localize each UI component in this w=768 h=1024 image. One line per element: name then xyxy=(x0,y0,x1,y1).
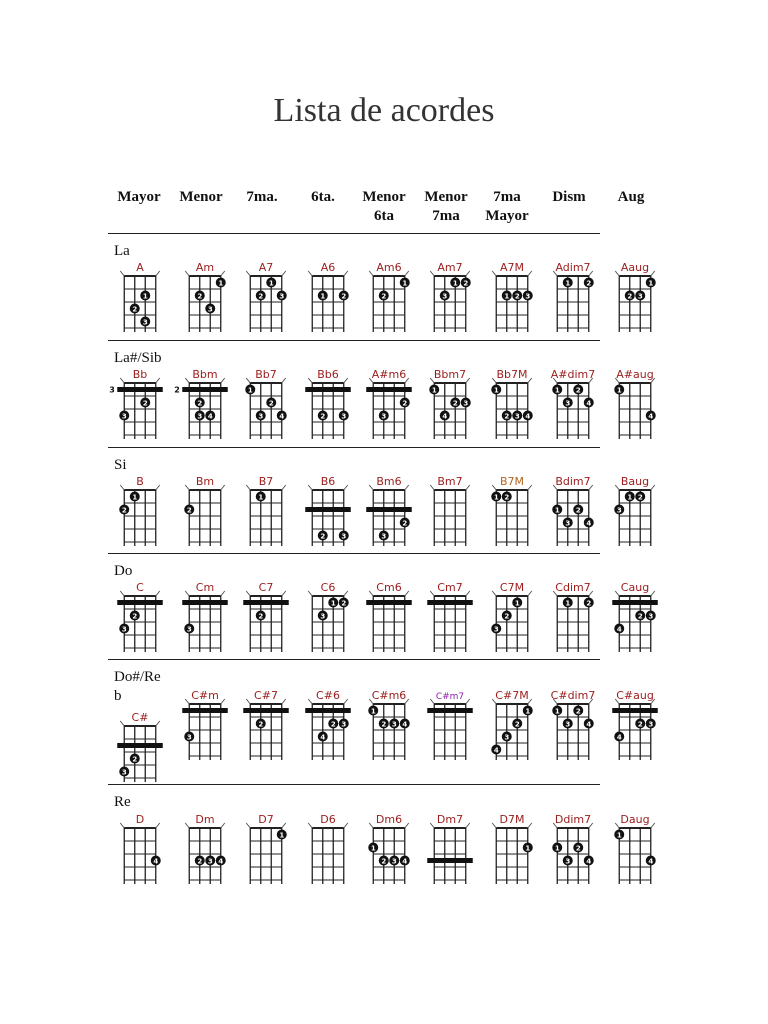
nut-flair xyxy=(156,485,160,490)
nut-flair xyxy=(528,823,532,828)
nut-flair xyxy=(651,823,655,828)
finger-number: 2 xyxy=(197,292,203,301)
finger-number: 1 xyxy=(279,831,285,840)
finger-number: 2 xyxy=(258,292,264,301)
nut-flair xyxy=(282,823,286,828)
barre xyxy=(427,858,473,863)
nut-flair xyxy=(120,721,124,726)
finger-number: 2 xyxy=(402,519,408,528)
finger-number: 3 xyxy=(637,292,643,301)
finger-number: 3 xyxy=(442,292,448,301)
chord-name: Am7 xyxy=(437,261,463,274)
nut-flair xyxy=(282,485,286,490)
chord-name: C xyxy=(136,581,144,594)
nut-flair xyxy=(651,485,655,490)
nut-flair xyxy=(405,591,409,596)
chord-name: D6 xyxy=(320,813,336,826)
chord-name: Adim7 xyxy=(555,261,591,274)
finger-number: 3 xyxy=(504,733,510,742)
nut-flair xyxy=(430,823,434,828)
chord-name: A7M xyxy=(499,261,525,274)
nut-flair xyxy=(246,378,250,383)
chord-name: Bbm xyxy=(192,368,218,381)
finger-number: 3 xyxy=(142,318,148,327)
finger-number: 4 xyxy=(586,857,592,866)
nut-flair xyxy=(156,823,160,828)
nut-flair xyxy=(221,271,225,276)
finger-number: 3 xyxy=(341,532,347,541)
nut-flair xyxy=(528,271,532,276)
column-header-dism: Dism xyxy=(552,189,586,205)
nut-flair xyxy=(405,271,409,276)
finger-number: 4 xyxy=(586,399,592,408)
column-header-6ta: 6ta. xyxy=(311,189,335,205)
finger-number: 2 xyxy=(186,506,192,515)
chord-name: Am xyxy=(195,261,215,274)
finger-number: 3 xyxy=(525,292,531,301)
chord-name: Aaug xyxy=(620,261,650,274)
finger-number: 2 xyxy=(258,612,264,621)
chord-name: C#m xyxy=(191,689,219,702)
chord-name: C7M xyxy=(499,581,525,594)
finger-number: 3 xyxy=(391,720,397,729)
nut-flair xyxy=(528,378,532,383)
chord-name: D xyxy=(135,813,145,826)
chord-name: D7M xyxy=(499,813,525,826)
page-title: Lista de acordes xyxy=(273,92,495,129)
finger-number: 2 xyxy=(452,399,458,408)
finger-number: 2 xyxy=(132,755,138,764)
nut-flair xyxy=(615,591,619,596)
finger-number: 3 xyxy=(381,532,387,541)
chord-name: Bb6 xyxy=(317,368,339,381)
nut-flair xyxy=(185,823,189,828)
nut-flair xyxy=(466,823,470,828)
barre xyxy=(117,600,163,605)
nut-flair xyxy=(430,485,434,490)
barre xyxy=(427,600,473,605)
finger-number: 2 xyxy=(320,532,326,541)
barre xyxy=(182,600,228,605)
finger-number: 4 xyxy=(279,412,285,421)
nut-flair xyxy=(282,378,286,383)
finger-number: 3 xyxy=(565,519,571,528)
finger-number: 3 xyxy=(121,625,127,634)
finger-number: 3 xyxy=(391,857,397,866)
finger-number: 2 xyxy=(381,292,387,301)
finger-number: 3 xyxy=(320,612,326,621)
finger-number: 3 xyxy=(463,399,469,408)
barre xyxy=(305,708,351,713)
finger-number: 3 xyxy=(186,733,192,742)
finger-number: 1 xyxy=(268,279,274,288)
barre xyxy=(305,387,351,392)
finger-number: 3 xyxy=(121,768,127,777)
finger-number: 1 xyxy=(218,279,224,288)
nut-flair xyxy=(430,591,434,596)
chord-name: C#m7 xyxy=(435,692,465,702)
nut-flair xyxy=(156,271,160,276)
finger-number: 1 xyxy=(616,831,622,840)
finger-number: 1 xyxy=(525,707,531,716)
chord-name: Dm7 xyxy=(436,813,464,826)
finger-number: 2 xyxy=(268,399,274,408)
finger-number: 3 xyxy=(648,612,654,621)
nut-flair xyxy=(405,485,409,490)
chord-name: Cm6 xyxy=(376,581,402,594)
finger-number: 3 xyxy=(341,412,347,421)
finger-number: 2 xyxy=(258,720,264,729)
nut-flair xyxy=(120,823,124,828)
nut-flair xyxy=(492,271,496,276)
finger-number: 3 xyxy=(341,720,347,729)
nut-flair xyxy=(156,721,160,726)
finger-number: 4 xyxy=(218,857,224,866)
finger-number: 3 xyxy=(207,305,213,314)
chord-name: C6 xyxy=(320,581,336,594)
chord-name: C# xyxy=(131,711,149,724)
finger-number: 4 xyxy=(402,720,408,729)
finger-number: 2 xyxy=(586,599,592,608)
chord-name: D7 xyxy=(258,813,274,826)
finger-number: 2 xyxy=(575,707,581,716)
chord-name: Bm6 xyxy=(376,475,402,488)
nut-flair xyxy=(246,485,250,490)
nut-flair xyxy=(405,823,409,828)
nut-flair xyxy=(466,485,470,490)
finger-number: 4 xyxy=(616,733,622,742)
finger-number: 2 xyxy=(132,612,138,621)
finger-number: 2 xyxy=(637,612,643,621)
chord-name: B6 xyxy=(320,475,336,488)
finger-number: 2 xyxy=(197,857,203,866)
nut-flair xyxy=(120,485,124,490)
nut-flair xyxy=(651,591,655,596)
nut-flair xyxy=(282,271,286,276)
column-header-7ma: 7ma. xyxy=(246,189,278,205)
nut-flair xyxy=(344,823,348,828)
row-label-do-sharp-reb: Do#/Re b xyxy=(114,669,161,704)
nut-flair xyxy=(492,591,496,596)
chord-name: Caug xyxy=(620,581,650,594)
finger-number: 2 xyxy=(320,412,326,421)
nut-flair xyxy=(221,378,225,383)
finger-number: 2 xyxy=(575,844,581,853)
nut-flair xyxy=(282,591,286,596)
barre xyxy=(366,507,412,512)
finger-number: 2 xyxy=(381,857,387,866)
chord-name: Dm xyxy=(195,813,215,826)
nut-flair xyxy=(466,699,470,704)
nut-flair xyxy=(466,591,470,596)
finger-number: 4 xyxy=(402,857,408,866)
nut-flair xyxy=(615,271,619,276)
nut-flair xyxy=(615,823,619,828)
nut-flair xyxy=(528,591,532,596)
chord-name: Bbm7 xyxy=(433,368,467,381)
finger-number: 2 xyxy=(586,279,592,288)
finger-number: 3 xyxy=(381,412,387,421)
finger-number: 3 xyxy=(258,412,264,421)
nut-flair xyxy=(221,591,225,596)
finger-number: 1 xyxy=(258,493,264,502)
finger-number: 4 xyxy=(648,857,654,866)
chord-name: Bdim7 xyxy=(555,475,591,488)
nut-flair xyxy=(308,378,312,383)
fret-number: 3 xyxy=(109,385,115,395)
finger-number: 2 xyxy=(330,720,336,729)
finger-number: 1 xyxy=(554,386,560,395)
finger-number: 4 xyxy=(525,412,531,421)
barre xyxy=(305,507,351,512)
chord-name: A xyxy=(136,261,144,274)
nut-flair xyxy=(246,823,250,828)
nut-flair xyxy=(308,485,312,490)
column-header-7ma-mayor: 7ma Mayor xyxy=(485,189,529,224)
column-header-menor: Menor xyxy=(179,189,223,205)
finger-number: 2 xyxy=(504,612,510,621)
nut-flair xyxy=(651,271,655,276)
chord-name: Baug xyxy=(620,475,650,488)
finger-number: 4 xyxy=(153,857,159,866)
nut-flair xyxy=(344,485,348,490)
nut-flair xyxy=(156,591,160,596)
finger-number: 1 xyxy=(554,506,560,515)
nut-flair xyxy=(185,699,189,704)
chord-name: Bb7 xyxy=(255,368,277,381)
chord-name: Dm6 xyxy=(375,813,403,826)
finger-number: 3 xyxy=(207,857,213,866)
nut-flair xyxy=(615,485,619,490)
nut-flair xyxy=(466,271,470,276)
finger-number: 1 xyxy=(504,292,510,301)
finger-number: 1 xyxy=(370,844,376,853)
barre xyxy=(117,387,163,392)
nut-flair xyxy=(430,699,434,704)
finger-number: 1 xyxy=(554,844,560,853)
nut-flair xyxy=(344,271,348,276)
finger-number: 2 xyxy=(504,412,510,421)
nut-flair xyxy=(156,378,160,383)
nut-flair xyxy=(185,485,189,490)
chord-name: Am6 xyxy=(376,261,402,274)
finger-number: 1 xyxy=(402,279,408,288)
nut-flair xyxy=(120,378,124,383)
chord-name: C#7 xyxy=(254,689,278,702)
chord-name: C#m6 xyxy=(371,689,407,702)
nut-flair xyxy=(308,591,312,596)
nut-flair xyxy=(492,823,496,828)
nut-flair xyxy=(369,823,373,828)
finger-number: 1 xyxy=(616,386,622,395)
finger-number: 2 xyxy=(637,720,643,729)
nut-flair xyxy=(344,699,348,704)
finger-number: 1 xyxy=(142,292,148,301)
chord-name: A7 xyxy=(258,261,274,274)
finger-number: 2 xyxy=(132,305,138,314)
finger-number: 1 xyxy=(320,292,326,301)
chord-name: Ddim7 xyxy=(554,813,592,826)
finger-number: 1 xyxy=(431,386,437,395)
finger-number: 4 xyxy=(320,733,326,742)
finger-number: 3 xyxy=(514,412,520,421)
nut-flair xyxy=(344,378,348,383)
nut-flair xyxy=(492,485,496,490)
finger-number: 3 xyxy=(121,412,127,421)
nut-flair xyxy=(282,699,286,704)
chord-name: Cdim7 xyxy=(555,581,591,594)
nut-flair xyxy=(466,378,470,383)
finger-number: 4 xyxy=(648,412,654,421)
finger-number: 4 xyxy=(493,746,499,755)
finger-number: 3 xyxy=(648,720,654,729)
finger-number: 2 xyxy=(575,506,581,515)
chord-name: Bm xyxy=(195,475,215,488)
finger-number: 2 xyxy=(463,279,469,288)
chord-name: Daug xyxy=(620,813,650,826)
barre xyxy=(612,708,658,713)
chord-name: C#7M xyxy=(495,689,529,702)
nut-flair xyxy=(430,271,434,276)
chord-name: A#dim7 xyxy=(550,368,596,381)
finger-number: 1 xyxy=(648,279,654,288)
column-header-mayor: Mayor xyxy=(117,189,161,205)
barre xyxy=(366,600,412,605)
chord-name: A6 xyxy=(320,261,336,274)
finger-number: 3 xyxy=(616,506,622,515)
chord-name: C7 xyxy=(258,581,274,594)
finger-number: 1 xyxy=(370,707,376,716)
finger-number: 1 xyxy=(565,599,571,608)
nut-flair xyxy=(308,823,312,828)
finger-number: 3 xyxy=(493,625,499,634)
barre xyxy=(117,743,163,748)
finger-number: 2 xyxy=(637,493,643,502)
chord-name: Cm7 xyxy=(437,581,463,594)
finger-number: 3 xyxy=(197,412,203,421)
finger-number: 2 xyxy=(575,386,581,395)
finger-number: 2 xyxy=(142,399,148,408)
nut-flair xyxy=(308,699,312,704)
chord-name: C#dim7 xyxy=(550,689,596,702)
row-label-la: La xyxy=(114,243,130,259)
finger-number: 1 xyxy=(330,599,336,608)
nut-flair xyxy=(185,378,189,383)
chord-name: Bb7M xyxy=(496,368,528,381)
nut-flair xyxy=(369,591,373,596)
barre xyxy=(243,600,289,605)
finger-number: 2 xyxy=(627,292,633,301)
finger-number: 1 xyxy=(132,493,138,502)
nut-flair xyxy=(221,823,225,828)
finger-number: 2 xyxy=(514,720,520,729)
finger-number: 3 xyxy=(565,399,571,408)
finger-number: 4 xyxy=(616,625,622,634)
nut-flair xyxy=(120,591,124,596)
finger-number: 2 xyxy=(197,399,203,408)
finger-number: 3 xyxy=(186,625,192,634)
nut-flair xyxy=(221,485,225,490)
finger-number: 3 xyxy=(565,720,571,729)
finger-number: 2 xyxy=(402,399,408,408)
fret-number: 2 xyxy=(174,385,180,395)
barre xyxy=(366,387,412,392)
finger-number: 1 xyxy=(247,386,253,395)
barre xyxy=(427,708,473,713)
finger-number: 2 xyxy=(514,292,520,301)
chord-name: C#aug xyxy=(616,689,654,702)
chord-name: B xyxy=(136,475,144,488)
nut-flair xyxy=(120,271,124,276)
column-header-aug: Aug xyxy=(617,189,645,205)
finger-number: 2 xyxy=(381,720,387,729)
nut-flair xyxy=(185,591,189,596)
finger-number: 1 xyxy=(627,493,633,502)
column-header-menor-7ma: Menor 7ma xyxy=(424,189,468,224)
chord-name: Bm7 xyxy=(437,475,463,488)
nut-flair xyxy=(308,271,312,276)
nut-flair xyxy=(246,699,250,704)
row-label-re: Re xyxy=(114,794,131,810)
chord-name: B7 xyxy=(258,475,274,488)
finger-number: 1 xyxy=(554,707,560,716)
chord-name: A#aug xyxy=(616,368,654,381)
finger-number: 3 xyxy=(565,857,571,866)
barre xyxy=(612,600,658,605)
nut-flair xyxy=(528,485,532,490)
finger-number: 4 xyxy=(586,519,592,528)
finger-number: 1 xyxy=(493,386,499,395)
finger-number: 1 xyxy=(525,844,531,853)
finger-number: 4 xyxy=(442,412,448,421)
nut-flair xyxy=(221,699,225,704)
chord-name: A#m6 xyxy=(371,368,407,381)
finger-number: 4 xyxy=(586,720,592,729)
finger-number: 4 xyxy=(207,412,213,421)
chord-name: Bb xyxy=(132,368,148,381)
column-header-menor-6ta: Menor 6ta xyxy=(362,189,406,224)
finger-number: 1 xyxy=(493,493,499,502)
nut-flair xyxy=(369,485,373,490)
row-label-si: Si xyxy=(114,457,127,473)
finger-number: 2 xyxy=(341,599,347,608)
nut-flair xyxy=(344,591,348,596)
finger-number: 2 xyxy=(504,493,510,502)
finger-number: 3 xyxy=(279,292,285,301)
finger-number: 2 xyxy=(121,506,127,515)
chord-name: B7M xyxy=(499,475,525,488)
nut-flair xyxy=(246,591,250,596)
row-label-do: Do xyxy=(114,563,133,579)
finger-number: 1 xyxy=(452,279,458,288)
barre xyxy=(243,708,289,713)
nut-flair xyxy=(369,271,373,276)
finger-number: 1 xyxy=(514,599,520,608)
finger-number: 1 xyxy=(565,279,571,288)
chord-name: C#6 xyxy=(316,689,340,702)
barre xyxy=(182,387,228,392)
chord-name: Cm xyxy=(195,581,215,594)
row-label-la-sharp-sib: La#/Sib xyxy=(114,350,162,366)
finger-number: 2 xyxy=(341,292,347,301)
nut-flair xyxy=(246,271,250,276)
barre xyxy=(182,708,228,713)
nut-flair xyxy=(185,271,189,276)
